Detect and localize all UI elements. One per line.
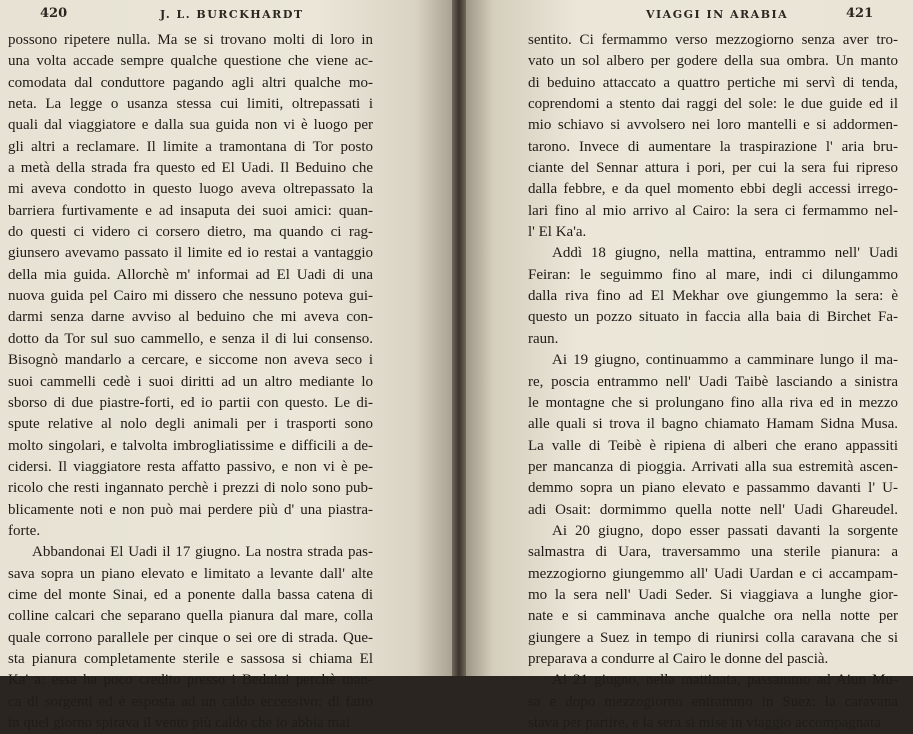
text-line: do questi ci videro ci corsero dietro, ma quando ci rag- — [8, 224, 373, 241]
text-line: sta pianura completamente sterile e sassosa si chiama El — [8, 650, 373, 667]
text-line: Abbandonai El Uadi il 17 giugno. La nostra strada pas- — [32, 544, 373, 561]
text-line: di beduino attaccato a quattro pertiche mi servì di tenda, — [528, 74, 898, 91]
text-line: sborso di due piastre-forti, ed io partii con questo. Le di- — [8, 394, 373, 411]
book-gutter — [452, 0, 466, 676]
text-line: Feiran: le seguimmo fino al mare, indi ci dilungammo — [528, 266, 898, 283]
text-line: lari fino al mio arrivo al Cairo: la sera ci fermammo nel- — [528, 202, 898, 219]
text-line: nuova guida pel Cairo mi dissero che nessuno poteva gui- — [8, 288, 373, 305]
text-line: gli altri a reclamare. Il limite a tramontana di Tor posto — [8, 138, 373, 155]
text-line: mo la sera nell' Uadi Seder. Si viaggiava a lunghe gior- — [528, 586, 898, 603]
text-line: possono ripetere nulla. Ma se si trovano molti di loro in — [8, 32, 373, 48]
text-line: vato un sol albero per godere della sua ombra. Un manto — [528, 53, 898, 70]
text-line: stava per partire, e la sera si mise in viaggio accompagnata — [528, 715, 881, 731]
text-line: a metà della strada fra questo ed El Uadi. Il Beduino che — [8, 160, 373, 177]
right-body-text — [528, 30, 898, 734]
text-line: della mia guida. Allorchè m' informai ad El Uadi di una — [8, 266, 373, 283]
text-line: sa e dopo mezzogiorno entrammo in Suez: la caravana — [528, 693, 898, 710]
text-line: cidersi. Il viaggiatore resta affatto passivo, e non vi è pe- — [8, 458, 373, 475]
text-line: La valle di Teibè è ripiena di alberi che erano appassiti — [528, 437, 898, 454]
text-line: dotto da Tor sul suo cammello, e senza il di lui consenso. — [8, 330, 373, 347]
text-line: barriera furtivamente e ad insaputa dei suoi amici: quan- — [8, 202, 373, 219]
left-page — [0, 0, 452, 731]
text-line: Addì 18 giugno, nella mattina, entrammo nell' Uadi — [552, 245, 898, 262]
text-line: demmo sopra un piano elevato e passammo davanti l' U- — [528, 480, 898, 497]
text-line: Ka' a: essa ha poco credito presso i Beduini perchè man- — [8, 672, 373, 689]
text-line: ricolo che resti ingannato perchè i prezzi di nolo sono pub- — [8, 480, 373, 497]
text-line: cime del monte Sinai, ed a ponente dalla bassa catena di — [8, 586, 373, 603]
text-line: alle quali si trova il bagno chiamato Hamam Sidna Musa. — [528, 416, 898, 433]
right-running-head: VIAGGI IN ARABIA — [646, 8, 789, 21]
text-line: suoi cammelli cedè i suoi diritti ad un altro mediante lo — [8, 373, 373, 390]
right-page — [466, 0, 913, 731]
text-line: questo un pozzo situato in faccia alla baia di Birchet Fa- — [528, 309, 898, 326]
text-line: coprendomi a stento dai raggi del sole: le due guide ed il — [528, 96, 898, 113]
text-line: Ai 21 giugno, nella mattinata, passammo ad Aiun Mu- — [552, 672, 898, 689]
text-line: adi Osait: dormimmo quella notte nell' Uadi Ghareudel. — [528, 501, 898, 518]
text-line: sentito. Ci fermammo verso mezzogiorno senza aver tro- — [528, 32, 898, 48]
text-line: preparava a condurre al Cairo le donne del pascià. — [528, 650, 829, 667]
text-line: mezzogiorno giungemmo all' Uadi Uardan e ci accampam- — [528, 565, 898, 582]
text-line: quali dal viaggiatore e dalla sua guida non vi è luogo per — [8, 117, 373, 134]
right-page-number: 421 — [846, 6, 874, 21]
text-line: Ai 20 giugno, dopo esser passati davanti la sorgente — [552, 522, 898, 539]
text-line: molto singolari, e talvolta imbrogliatissime e difficili a de- — [8, 437, 373, 454]
text-line: spute relative al nolo degli animali per i trasporti sono — [8, 416, 373, 433]
text-line: forte. — [8, 522, 41, 539]
text-line: blicamente noti e non può mai perdere più d' una piastra- — [8, 501, 373, 518]
left-page-number: 420 — [40, 6, 68, 21]
text-line: quale corrono parallele per cinque o sei ore di strada. Que- — [8, 629, 373, 646]
text-line: giungere a Suez in tempo di riunirsi colla caravana che si — [528, 629, 898, 646]
left-body-text — [8, 30, 373, 734]
text-line: per mancanza di pioggia. Arrivati alla sua estremità ascen- — [528, 458, 898, 475]
text-line: neta. La legge o usanza stessa cui limiti, oltrepassati i — [8, 96, 373, 113]
text-line: dalla febbre, e da quel momento ebbi degli accessi irrego- — [528, 181, 898, 198]
text-line: comodata dal conduttore pagando agli altri qualche mo- — [8, 74, 373, 91]
text-line: tarono. Invece di aumentare la traspirazione l' aria bru- — [528, 138, 898, 155]
left-running-head: J. L. BURCKHARDT — [160, 8, 304, 21]
text-line: re, poscia entrammo nell' Uadi Taibè lasciando a sinistra — [528, 373, 898, 390]
text-line: raun. — [528, 330, 559, 347]
text-line: nate e si camminava anche qualche ora nella notte per — [528, 608, 898, 625]
text-line: ca di sorgenti ed è esposta ad un caldo eccessivo: di fatto — [8, 693, 373, 710]
text-line: le montagne che si prolungano fino alla riva ed in mezzo — [528, 394, 898, 411]
text-line: una volta accade sempre qualche questione che viene ac- — [8, 53, 373, 70]
text-line: salmastra di Uara, traversammo una sterile pianura: a — [528, 544, 898, 561]
text-line: in quel giorno spirava il vento più caldo che io abbia mai — [8, 715, 350, 731]
text-line: sava sopra un piano elevato e limitato a levante dall' alte — [8, 565, 373, 582]
text-line: darmi senza darne avviso al beduino che mi aveva con- — [8, 309, 373, 326]
text-line: giunsero avevamo passato il limite ed io restai a vantaggio — [8, 245, 373, 262]
text-line: Ai 19 giugno, continuammo a camminare lungo il ma- — [552, 352, 898, 369]
text-line: mi aveva condotto in questo luogo aveva oltrepassato la — [8, 181, 373, 198]
text-line: dalla riva fino ad El Mekhar ove giungemmo la sera: è — [528, 288, 898, 305]
text-line: l' El Ka'a. — [528, 224, 587, 241]
text-line: mio schiavo si avvolsero nei loro mantelli e si addormen- — [528, 117, 898, 134]
text-line: Bisognò mandarlo a cercare, e siccome non aveva seco i — [8, 352, 373, 369]
text-line: ciante del Sennar attura i pori, per cui la sera fui ripreso — [528, 160, 898, 177]
text-line: colline calcari che separano quella pianura dal mare, colla — [8, 608, 373, 625]
